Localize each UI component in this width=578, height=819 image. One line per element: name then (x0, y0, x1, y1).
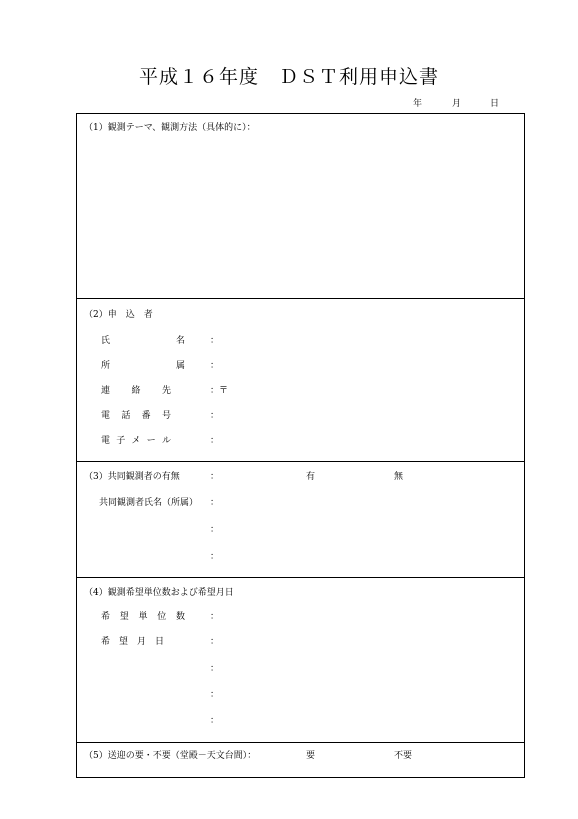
phone-label: 電 話 番 号 (101, 411, 171, 421)
section-observation-request-heading: （4）観測希望単位数および希望月日 (84, 588, 234, 598)
phone-field[interactable]: ： (210, 411, 220, 421)
affiliation-label: 所 属 (101, 361, 185, 371)
co-observer-no-option[interactable]: 無 (394, 472, 404, 482)
dates-label: 希 望 月 日 (101, 637, 164, 647)
email-label: 電 子 メ ー ル (101, 436, 171, 446)
section-theme (77, 114, 524, 299)
co-observer-name-field-2[interactable]: ： (210, 525, 220, 535)
date-year-label: 年 (413, 99, 423, 109)
section-transport-heading: （5）送迎の要・不要（堂殿－天文台間）： (84, 751, 257, 761)
date-row (0, 96, 578, 110)
section-co-observers-heading: （3）共同観測者の有無 (84, 472, 180, 482)
date-field-4[interactable]: ： (210, 716, 220, 726)
transport-need-option[interactable]: 要 (306, 751, 316, 761)
co-observer-presence-colon: ： (210, 472, 220, 482)
theme-input-area[interactable] (83, 136, 518, 292)
co-observer-name-field-3[interactable]: ： (210, 552, 220, 562)
name-label: 氏 名 (101, 336, 185, 346)
co-observer-yes-option[interactable]: 有 (306, 472, 316, 482)
email-field[interactable]: ： (210, 436, 220, 446)
name-field[interactable]: ： (210, 336, 220, 346)
form-title: 平成１６年度 ＤＳＴ利用申込書 (138, 66, 439, 88)
section-theme-heading: （1）観測テーマ、観測方法（具体的に）： (84, 123, 256, 133)
date-month-label: 月 (452, 99, 462, 109)
units-field[interactable]: ： (210, 612, 220, 622)
section-applicant (77, 299, 524, 462)
date-day-label: 日 (490, 99, 500, 109)
postal-mark-icon: 〒 (219, 386, 229, 396)
co-observer-name-field-1[interactable]: ： (210, 498, 220, 508)
section-observation-request (77, 578, 524, 743)
affiliation-field[interactable]: ： (210, 361, 220, 371)
section-applicant-heading: （2）申 込 者 (84, 310, 153, 320)
co-observer-names-label: 共同観測者氏名（所属） (99, 498, 199, 508)
units-label: 希 望 単 位 数 (101, 612, 185, 622)
date-field-1[interactable]: ： (210, 637, 220, 647)
contact-address-field[interactable]: ：〒 (210, 386, 229, 396)
date-field-3[interactable]: ： (210, 690, 220, 700)
section-co-observers (77, 462, 524, 578)
contact-address-label: 連 絡 先 (101, 386, 171, 396)
section-transport (77, 743, 524, 777)
application-form (76, 113, 525, 778)
transport-not-need-option[interactable]: 不要 (394, 751, 413, 761)
date-field-2[interactable]: ： (210, 664, 220, 674)
